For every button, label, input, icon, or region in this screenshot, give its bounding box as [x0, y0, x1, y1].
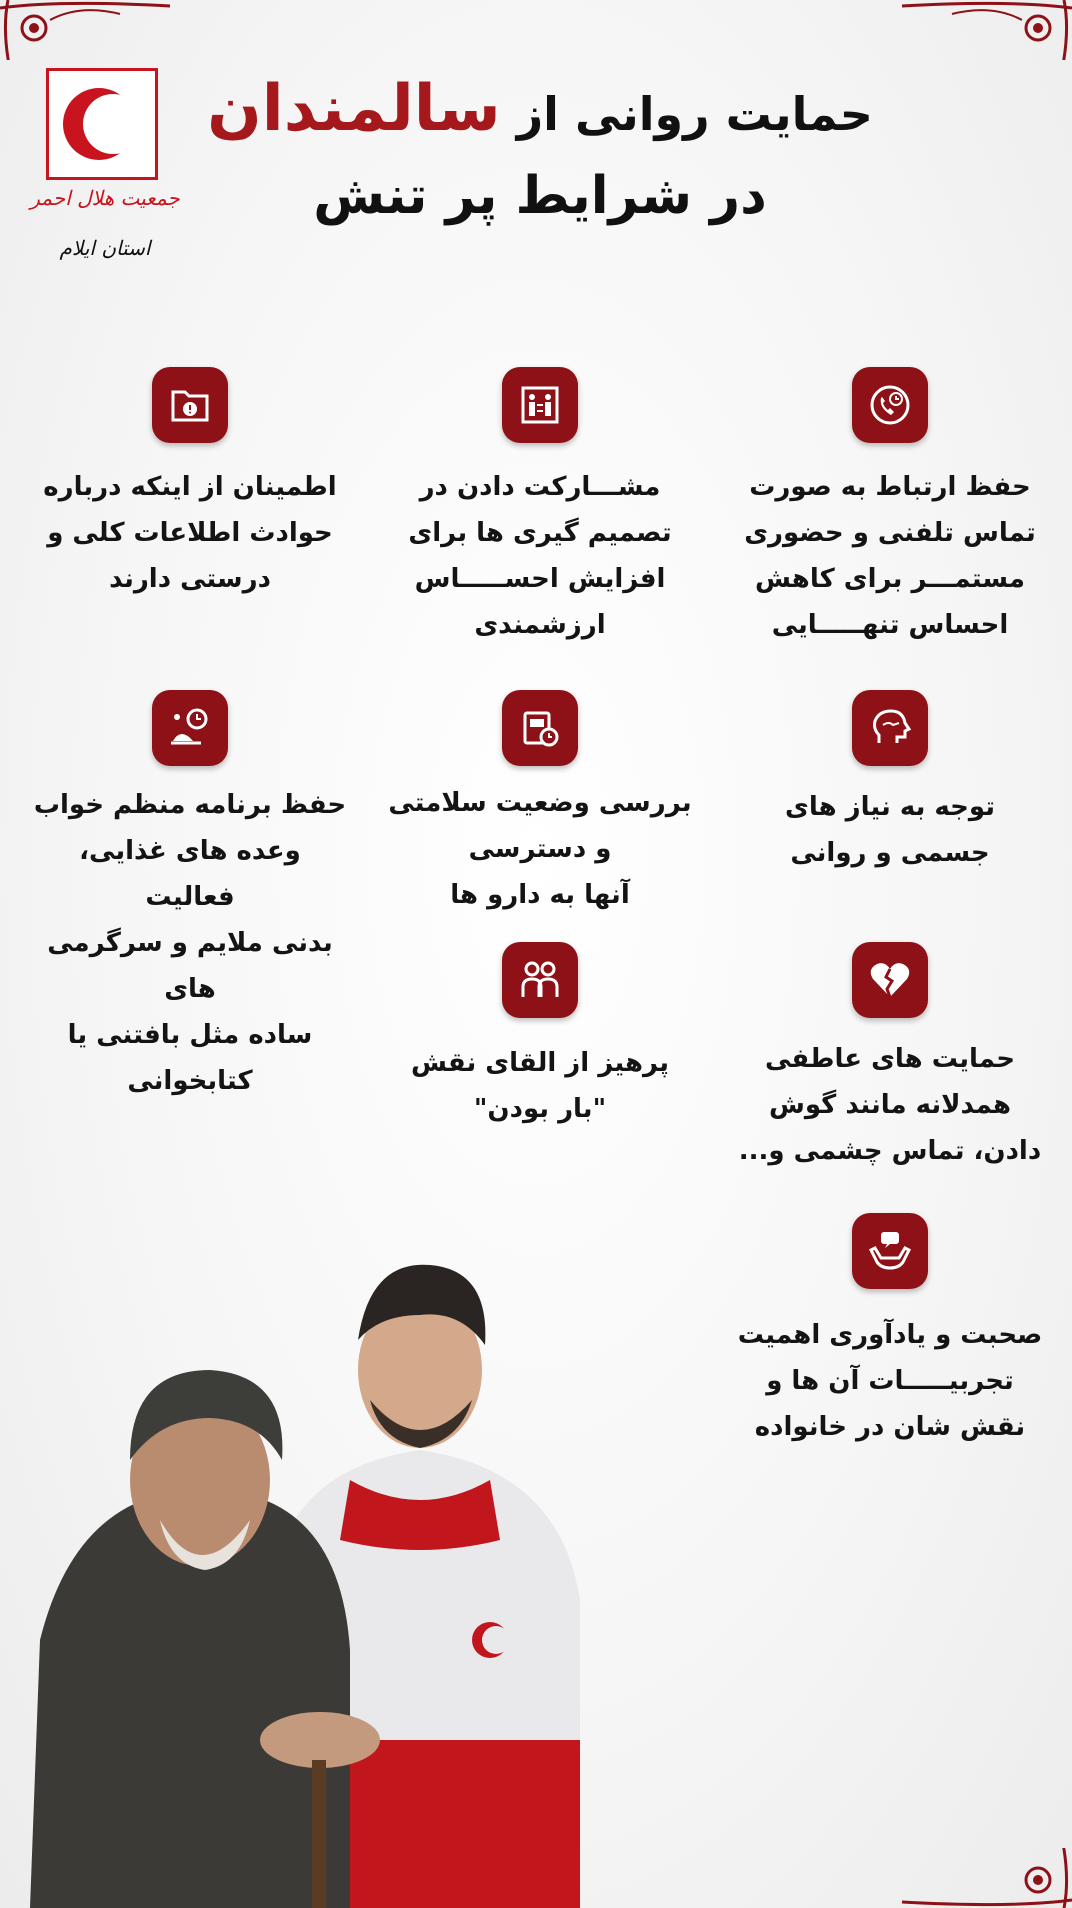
- corner-ornament-top-left: [0, 0, 180, 60]
- tip-text-8: پرهیز از القای نقش "بار بودن": [411, 1048, 669, 1124]
- page-title: [200, 72, 880, 146]
- elder-and-volunteer-photo: [20, 1220, 680, 1908]
- people-decision-icon: [502, 367, 578, 443]
- tip-text-2: مشـــارکت دادن در تصمیم گیری ها برای افزایش احســـــاس ارزشمندی: [408, 472, 672, 640]
- tip-text-9: صحبت و یادآوری اهمیت تجربیـــــات آن ها و نقش شان در خانواده: [737, 1320, 1043, 1442]
- tip-text-7: حمایت های عاطفی همدلانه مانند گوش دادن، تماس چشمی و...: [738, 1044, 1042, 1166]
- broken-heart-icon: [852, 942, 928, 1018]
- title-prefix: حمایت روانی از: [516, 87, 873, 141]
- elderly-couple-icon: [502, 942, 578, 1018]
- logo-org-name: جمعیت هلال احمر: [30, 186, 180, 210]
- tip-text-1: حفظ ارتباط به صورت تماس تلفنی و حضوری مستمـــر برای کاهش احساس تنهـــــایی: [744, 472, 1036, 640]
- corner-ornament-bottom-right: [892, 1848, 1072, 1908]
- clock-meal-icon: [152, 690, 228, 766]
- red-crescent-logo: [46, 68, 158, 180]
- tip-text-6: حفظ برنامه منظم خواب وعده های غذایی، فعالیت بدنی ملایم و سرگرمی های ساده مثل بافتنی یا کتابخوانی: [33, 790, 347, 1096]
- tip-text-4: توجه به نیاز های جسمی و روانی: [785, 792, 995, 868]
- page-subtitle: در شرایط پر تنش: [313, 166, 767, 226]
- head-hand-icon: [852, 690, 928, 766]
- phone-clock-icon: [852, 367, 928, 443]
- crescent-icon: [49, 71, 155, 177]
- title-highlight: سالمندان: [207, 72, 501, 146]
- medicine-calendar-icon: [502, 690, 578, 766]
- tip-text-3: اطمینان از اینکه درباره حوادث اطلاعات کلی و درستی دارند: [43, 472, 337, 594]
- folder-alert-icon: [152, 367, 228, 443]
- logo-province: استان ایلام: [59, 236, 151, 260]
- hands-chat-icon: [852, 1213, 928, 1289]
- tip-text-5: بررسی وضعیت سلامتی و دسترسی آنها به دارو ها: [388, 788, 692, 910]
- corner-ornament-top-right: [892, 0, 1072, 60]
